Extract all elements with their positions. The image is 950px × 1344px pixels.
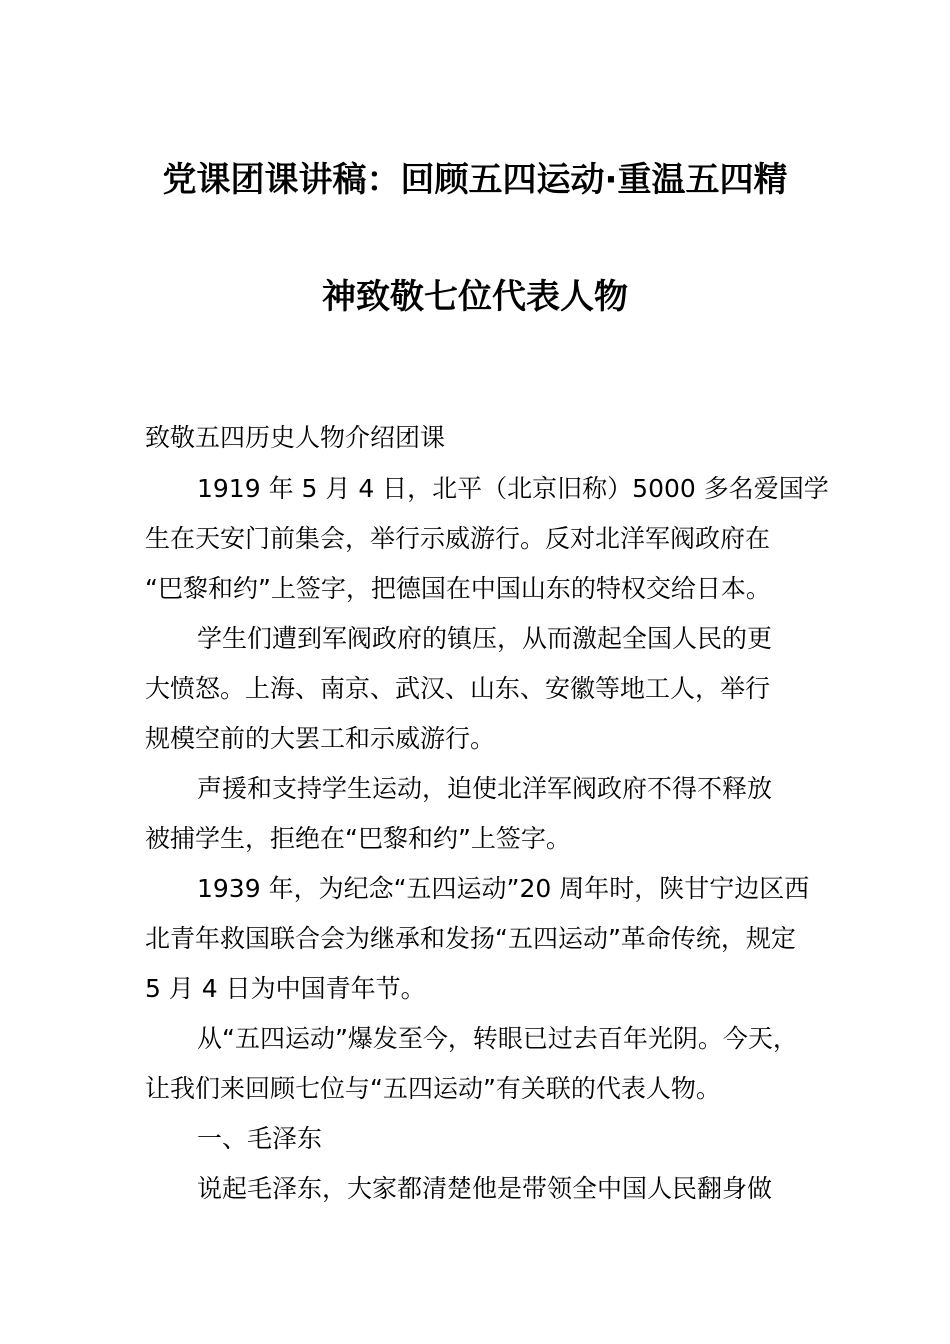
title-line-2: 神致敬七位代表人物 <box>322 277 628 317</box>
section-heading: 一、毛泽东 <box>197 1124 323 1153</box>
paragraph-line: 5 月 4 日为中国青年节。 <box>145 974 426 1003</box>
paragraph-line: 规模空前的大罢工和示威游行。 <box>145 724 496 753</box>
title-line-1: 党课团课讲稿：回顾五四运动·重温五四精 <box>162 160 788 200</box>
paragraph-line: “巴黎和约”上签字，把德国在中国山东的特权交给日本。 <box>145 574 771 603</box>
paragraph-line: 1919 年 5 月 4 日，北平（北京旧称）5000 多名爱国学 <box>197 474 829 503</box>
paragraph-line: 声援和支持学生运动，迫使北洋军阀政府不得不释放 <box>197 774 773 803</box>
paragraph-line: 1939 年，为纪念“五四运动”20 周年时，陕甘宁边区西 <box>197 874 810 903</box>
subtitle-line: 致敬五四历史人物介绍团课 <box>145 423 446 452</box>
paragraph-line: 学生们遭到军阀政府的镇压，从而激起全国人民的更 <box>197 624 773 653</box>
paragraph-line: 大愤怒。上海、南京、武汉、山东、安徽等地工人，举行 <box>145 674 771 703</box>
paragraph-line: 北青年救国联合会为继承和发扬“五四运动”革命传统，规定 <box>145 924 796 953</box>
paragraph-line: 让我们来回顾七位与“五四运动”有关联的代表人物。 <box>145 1074 721 1103</box>
paragraph-line: 生在天安门前集会，举行示威游行。反对北洋军阀政府在 <box>145 524 771 553</box>
paragraph-line: 被捕学生，拒绝在“巴黎和约”上签字。 <box>145 824 571 853</box>
paragraph-line: 说起毛泽东，大家都清楚他是带领全中国人民翻身做 <box>197 1174 773 1203</box>
paragraph-line: 从“五四运动”爆发至今，转眼已过去百年光阴。今天， <box>197 1024 798 1053</box>
